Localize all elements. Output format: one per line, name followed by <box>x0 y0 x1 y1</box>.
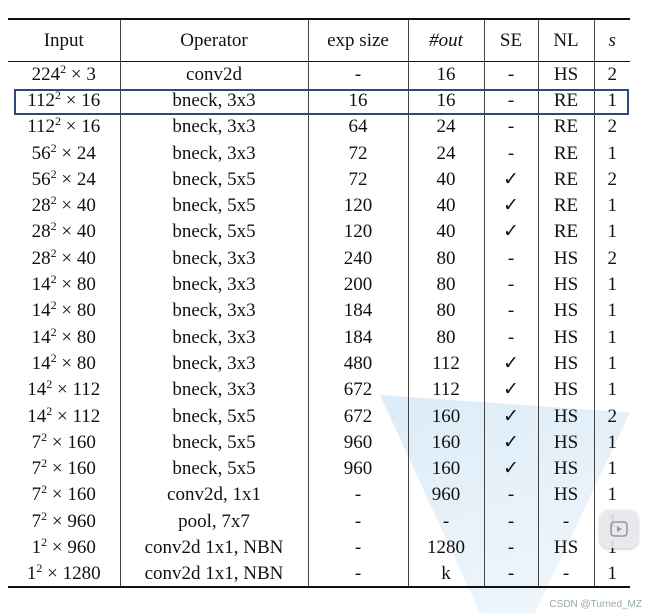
cell-out: 112 <box>408 377 484 403</box>
cell-out: 160 <box>408 455 484 481</box>
cell-operator: conv2d 1x1, NBN <box>120 561 308 587</box>
cell-s: 2 <box>594 403 630 429</box>
cell-se: - <box>484 271 538 297</box>
cell-nl: HS <box>538 324 594 350</box>
cell-input-exp: 2 <box>50 193 57 208</box>
cell-se: ✓ <box>484 192 538 218</box>
cell-exp-size: 184 <box>308 298 408 324</box>
cell-input-rest: × 112 <box>52 405 101 427</box>
cell-exp-size: - <box>308 482 408 508</box>
cell-exp-size: 672 <box>308 403 408 429</box>
cell-out: 160 <box>408 429 484 455</box>
cell-operator: pool, 7x7 <box>120 508 308 534</box>
cell-input-rest: × 40 <box>56 195 96 217</box>
cell-operator: bneck, 5x5 <box>120 166 308 192</box>
cell-input-rest: × 160 <box>47 458 96 480</box>
cell-input-rest: × 80 <box>56 352 96 374</box>
cell-nl: RE <box>538 192 594 218</box>
table-row <box>8 534 630 560</box>
cell-s: 1 <box>594 219 630 245</box>
cell-s: 1 <box>594 192 630 218</box>
cell-exp-size: 72 <box>308 166 408 192</box>
cell-input-base: 112 <box>27 116 56 138</box>
cell-s: 2 <box>594 166 630 192</box>
table-row <box>8 87 630 113</box>
cell-s: 1 <box>594 561 630 587</box>
table-row <box>8 403 630 429</box>
architecture-table-container <box>8 18 630 588</box>
cell-out: 80 <box>408 324 484 350</box>
cell-se: ✓ <box>484 429 538 455</box>
cell-nl: HS <box>538 61 594 87</box>
cell-s: 1 <box>594 324 630 350</box>
cell-input-base: 14 <box>31 300 51 322</box>
table-body <box>8 61 630 587</box>
cell-se: ✓ <box>484 166 538 192</box>
cell-se: - <box>484 561 538 587</box>
cell-exp-size: 960 <box>308 455 408 481</box>
cell-exp-size: 200 <box>308 271 408 297</box>
cell-nl: HS <box>538 377 594 403</box>
cell-se: - <box>484 534 538 560</box>
cell-s: 1 <box>594 429 630 455</box>
cell-s: 2 <box>594 114 630 140</box>
cell-operator: bneck, 3x3 <box>120 87 308 113</box>
cell-se: - <box>484 508 538 534</box>
cell-se: - <box>484 61 538 87</box>
cell-input-base: 7 <box>31 431 42 453</box>
table-row <box>8 114 630 140</box>
cell-input-rest: × 160 <box>47 431 96 453</box>
table-row <box>8 561 630 587</box>
cell-input-rest: × 80 <box>56 274 96 296</box>
cell-input-exp: 2 <box>41 482 48 497</box>
cell-input-rest: × 40 <box>56 247 96 269</box>
cell-out: 960 <box>408 482 484 508</box>
cell-operator: bneck, 3x3 <box>120 350 308 376</box>
cell-input <box>8 87 120 113</box>
cell-input-base: 7 <box>31 484 42 506</box>
cell-se: - <box>484 298 538 324</box>
cell-exp-size: 240 <box>308 245 408 271</box>
cell-input-rest: × 160 <box>47 484 96 506</box>
cell-nl: - <box>538 508 594 534</box>
cell-se: - <box>484 245 538 271</box>
table-row <box>8 61 630 87</box>
cell-input <box>8 140 120 166</box>
cell-input <box>8 482 120 508</box>
cell-exp-size: 64 <box>308 114 408 140</box>
cell-input-exp: 2 <box>41 456 48 471</box>
table-row <box>8 455 630 481</box>
cell-out: 80 <box>408 245 484 271</box>
cell-out: 1280 <box>408 534 484 560</box>
cell-exp-size: 184 <box>308 324 408 350</box>
cell-input-exp: 2 <box>41 429 48 444</box>
cell-nl: HS <box>538 403 594 429</box>
cell-input-base: 28 <box>31 221 51 243</box>
cell-se: ✓ <box>484 403 538 429</box>
header-out: #out <box>408 19 484 61</box>
cell-input-base: 224 <box>31 63 61 85</box>
cell-s: 1 <box>594 87 630 113</box>
cell-input-base: 28 <box>31 195 51 217</box>
cell-input-exp: 2 <box>50 140 57 155</box>
cell-out: 80 <box>408 271 484 297</box>
cell-input <box>8 61 120 87</box>
cell-operator: bneck, 3x3 <box>120 140 308 166</box>
cell-s: 2 <box>594 245 630 271</box>
cell-input-exp: 2 <box>46 403 53 418</box>
cell-out: 40 <box>408 219 484 245</box>
cell-input-exp: 2 <box>50 245 57 260</box>
cell-input-rest: × 24 <box>56 168 96 190</box>
cell-input <box>8 298 120 324</box>
cell-input-exp: 2 <box>50 219 57 234</box>
cell-input <box>8 192 120 218</box>
cell-exp-size: 960 <box>308 429 408 455</box>
cell-input-base: 7 <box>31 510 42 532</box>
cell-out: k <box>408 561 484 587</box>
cell-input-exp: 2 <box>36 560 43 575</box>
play-icon[interactable] <box>600 510 638 548</box>
cell-nl: HS <box>538 429 594 455</box>
cell-operator: bneck, 3x3 <box>120 298 308 324</box>
cell-input-exp: 2 <box>55 87 62 102</box>
table-row <box>8 508 630 534</box>
cell-input-rest: × 1280 <box>42 562 101 584</box>
cell-se: - <box>484 87 538 113</box>
cell-input-base: 14 <box>31 326 51 348</box>
cell-s: 1 <box>594 350 630 376</box>
cell-operator: conv2d, 1x1 <box>120 482 308 508</box>
cell-nl: RE <box>538 140 594 166</box>
cell-input-rest: × 3 <box>66 63 96 85</box>
table-row <box>8 350 630 376</box>
cell-nl: HS <box>538 298 594 324</box>
cell-operator: conv2d 1x1, NBN <box>120 534 308 560</box>
cell-input-rest: × 80 <box>56 300 96 322</box>
header-operator: Operator <box>120 19 308 61</box>
cell-operator: bneck, 5x5 <box>120 219 308 245</box>
cell-input <box>8 455 120 481</box>
cell-input <box>8 377 120 403</box>
cell-input-base: 14 <box>27 379 47 401</box>
table-row <box>8 298 630 324</box>
cell-nl: RE <box>538 87 594 113</box>
cell-input <box>8 350 120 376</box>
cell-se: ✓ <box>484 219 538 245</box>
cell-se: ✓ <box>484 377 538 403</box>
cell-input-rest: × 960 <box>47 536 96 558</box>
cell-s: 1 <box>594 377 630 403</box>
cell-exp-size: - <box>308 508 408 534</box>
cell-nl: HS <box>538 482 594 508</box>
cell-input-exp: 2 <box>41 534 48 549</box>
cell-input <box>8 534 120 560</box>
cell-operator: bneck, 5x5 <box>120 455 308 481</box>
cell-input-exp: 2 <box>46 377 53 392</box>
cell-operator: conv2d <box>120 61 308 87</box>
table-row <box>8 140 630 166</box>
cell-input <box>8 114 120 140</box>
cell-input <box>8 219 120 245</box>
cell-out: - <box>408 508 484 534</box>
cell-s: 1 <box>594 482 630 508</box>
table-row <box>8 324 630 350</box>
table-row <box>8 482 630 508</box>
table-header-row <box>8 19 630 61</box>
cell-input <box>8 429 120 455</box>
table-row <box>8 377 630 403</box>
cell-se: - <box>484 140 538 166</box>
cell-s: 1 <box>594 140 630 166</box>
header-exp-size: exp size <box>308 19 408 61</box>
cell-input-base: 7 <box>31 458 42 480</box>
cell-se: - <box>484 482 538 508</box>
cell-input-exp: 2 <box>50 324 57 339</box>
cell-s: 1 <box>594 455 630 481</box>
cell-se: - <box>484 324 538 350</box>
header-input: Input <box>8 19 120 61</box>
table-row <box>8 192 630 218</box>
cell-operator: bneck, 3x3 <box>120 271 308 297</box>
cell-nl: HS <box>538 245 594 271</box>
cell-out: 40 <box>408 166 484 192</box>
cell-se: ✓ <box>484 455 538 481</box>
cell-exp-size: - <box>308 534 408 560</box>
cell-input-exp: 2 <box>50 298 57 313</box>
cell-out: 16 <box>408 61 484 87</box>
cell-out: 160 <box>408 403 484 429</box>
cell-input-rest: × 16 <box>61 116 101 138</box>
cell-exp-size: 120 <box>308 219 408 245</box>
play-icon-glyph <box>609 519 629 539</box>
cell-input <box>8 508 120 534</box>
cell-nl: HS <box>538 350 594 376</box>
cell-out: 80 <box>408 298 484 324</box>
cell-input-rest: × 80 <box>56 326 96 348</box>
header-s: s <box>594 19 630 61</box>
cell-s: 1 <box>594 271 630 297</box>
cell-out: 16 <box>408 87 484 113</box>
cell-operator: bneck, 5x5 <box>120 192 308 218</box>
table-row <box>8 429 630 455</box>
cell-nl: RE <box>538 219 594 245</box>
cell-out: 40 <box>408 192 484 218</box>
cell-input <box>8 324 120 350</box>
table-row <box>8 245 630 271</box>
cell-out: 24 <box>408 114 484 140</box>
architecture-table <box>8 18 630 588</box>
cell-nl: HS <box>538 271 594 297</box>
cell-nl: RE <box>538 166 594 192</box>
cell-input-base: 28 <box>31 247 51 269</box>
cell-nl: HS <box>538 534 594 560</box>
cell-out: 112 <box>408 350 484 376</box>
cell-input-exp: 2 <box>60 61 67 76</box>
footer-credit: CSDN @Turned_MZ <box>549 599 642 610</box>
cell-input-rest: × 960 <box>47 510 96 532</box>
cell-input-base: 14 <box>31 274 51 296</box>
cell-operator: bneck, 3x3 <box>120 377 308 403</box>
cell-input-base: 56 <box>31 168 51 190</box>
cell-input <box>8 271 120 297</box>
cell-input-base: 56 <box>31 142 51 164</box>
table-row <box>8 166 630 192</box>
cell-s: 1 <box>594 298 630 324</box>
cell-input-exp: 2 <box>41 508 48 523</box>
cell-exp-size: - <box>308 61 408 87</box>
cell-exp-size: 72 <box>308 140 408 166</box>
cell-input-base: 1 <box>26 562 37 584</box>
cell-input-base: 14 <box>27 405 47 427</box>
cell-operator: bneck, 5x5 <box>120 429 308 455</box>
cell-input <box>8 403 120 429</box>
cell-input-exp: 2 <box>50 350 57 365</box>
cell-input-rest: × 16 <box>61 89 101 111</box>
cell-input-exp: 2 <box>55 114 62 129</box>
cell-nl: RE <box>538 114 594 140</box>
cell-input-rest: × 112 <box>52 379 101 401</box>
cell-input-base: 1 <box>31 536 42 558</box>
table-row <box>8 271 630 297</box>
cell-input-exp: 2 <box>50 272 57 287</box>
cell-input-rest: × 40 <box>56 221 96 243</box>
cell-se: ✓ <box>484 350 538 376</box>
cell-se: - <box>484 114 538 140</box>
header-se: SE <box>484 19 538 61</box>
cell-input-base: 112 <box>27 89 56 111</box>
cell-input <box>8 166 120 192</box>
cell-out: 24 <box>408 140 484 166</box>
cell-input-rest: × 24 <box>56 142 96 164</box>
cell-exp-size: - <box>308 561 408 587</box>
cell-input <box>8 561 120 587</box>
cell-nl: - <box>538 561 594 587</box>
cell-input-exp: 2 <box>50 166 57 181</box>
cell-exp-size: 480 <box>308 350 408 376</box>
header-nl: NL <box>538 19 594 61</box>
cell-operator: bneck, 3x3 <box>120 114 308 140</box>
cell-input-base: 14 <box>31 352 51 374</box>
cell-operator: bneck, 5x5 <box>120 403 308 429</box>
cell-exp-size: 672 <box>308 377 408 403</box>
cell-nl: HS <box>538 455 594 481</box>
cell-s: 2 <box>594 61 630 87</box>
cell-operator: bneck, 3x3 <box>120 324 308 350</box>
table-row <box>8 219 630 245</box>
cell-exp-size: 120 <box>308 192 408 218</box>
cell-operator: bneck, 3x3 <box>120 245 308 271</box>
cell-input <box>8 245 120 271</box>
cell-exp-size: 16 <box>308 87 408 113</box>
